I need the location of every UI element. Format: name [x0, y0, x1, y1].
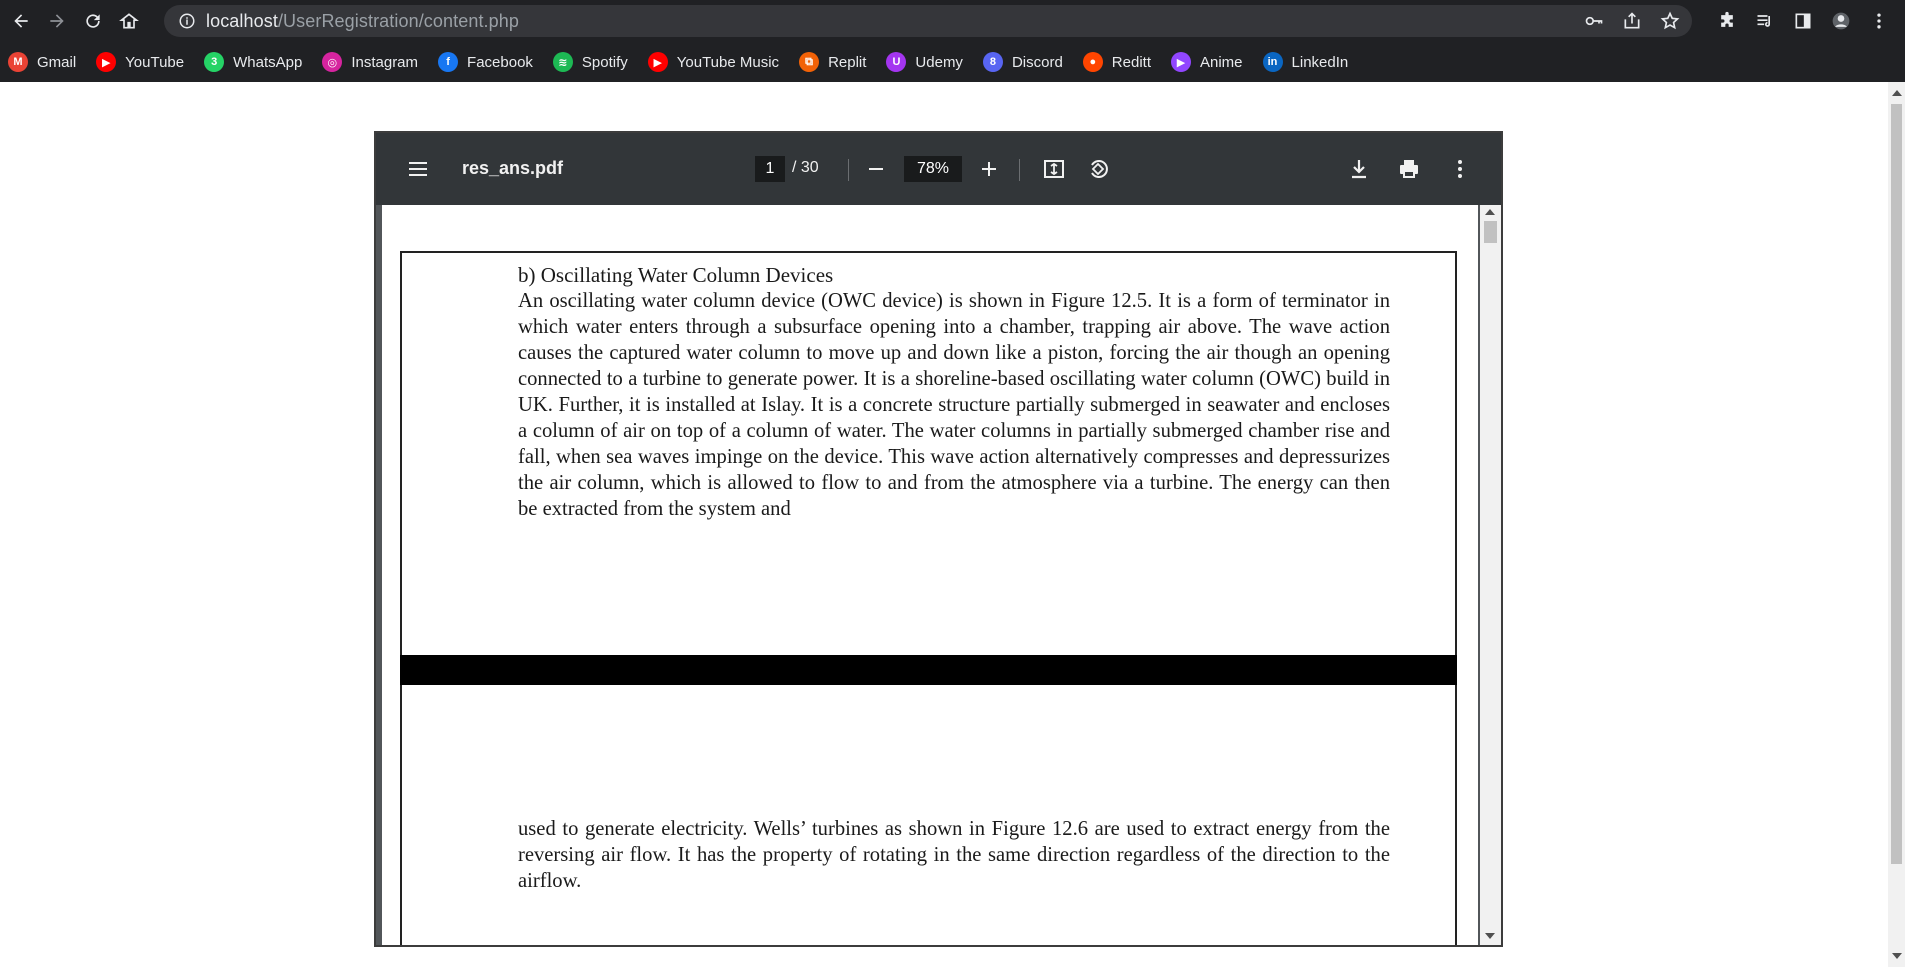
bookmarks-bar — [0, 42, 1905, 82]
reddit-icon: ● — [1083, 52, 1103, 72]
bookmark-instagram[interactable] — [322, 52, 418, 72]
bookmark-label: YouTube — [125, 53, 185, 71]
bookmark-label: Gmail — [37, 53, 77, 71]
avatar-icon — [1831, 11, 1851, 31]
page-scrollbar[interactable] — [1888, 82, 1905, 967]
bookmark-gmail[interactable] — [8, 52, 76, 72]
bookmark-linkedin[interactable] — [1263, 52, 1349, 72]
pdf-toolbar — [376, 133, 1501, 205]
browser-toolbar — [0, 0, 1905, 42]
reload-button[interactable] — [78, 6, 108, 36]
toolbar-divider — [848, 159, 849, 181]
side-panel-icon — [1793, 11, 1813, 31]
page-total: / 30 — [792, 159, 819, 176]
zoom-in-icon[interactable] — [977, 157, 1001, 181]
toolbar-divider — [1019, 159, 1020, 181]
forward-button[interactable] — [42, 6, 72, 36]
spotify-icon: ≋ — [553, 52, 573, 72]
download-icon[interactable] — [1347, 157, 1371, 181]
bookmark-discord[interactable] — [983, 52, 1063, 72]
share-icon — [1622, 11, 1642, 31]
document-text-top — [518, 262, 1390, 522]
fit-to-page-icon[interactable] — [1042, 157, 1066, 181]
back-button[interactable] — [6, 6, 36, 36]
facebook-icon: f — [438, 52, 458, 72]
page-break-bar — [400, 655, 1457, 685]
side-panel-button[interactable] — [1791, 9, 1815, 33]
bookmark-label: Spotify — [581, 53, 628, 71]
rotate-icon[interactable] — [1086, 157, 1110, 181]
scroll-up-arrow-icon[interactable] — [1892, 90, 1902, 96]
instagram-icon: ◎ — [322, 52, 342, 72]
youtube-icon: ▶ — [96, 52, 116, 72]
bookmark-label: YouTube Music — [676, 53, 780, 71]
scroll-down-arrow-icon[interactable] — [1892, 953, 1902, 959]
scroll-down-arrow-icon[interactable] — [1485, 933, 1495, 939]
bookmark-label: WhatsApp — [233, 53, 303, 71]
bookmark-whatsapp[interactable] — [204, 52, 302, 72]
reload-icon — [83, 11, 103, 31]
home-button[interactable] — [114, 6, 144, 36]
linkedin-icon: in — [1263, 52, 1283, 72]
url-host: localhost — [206, 10, 278, 31]
discord-icon: 8 — [983, 52, 1003, 72]
bookmark-reditt[interactable] — [1083, 52, 1151, 72]
bookmark-label: Facebook — [467, 53, 533, 71]
browser-menu-button[interactable] — [1867, 9, 1891, 33]
bookmark-star-button[interactable] — [1658, 9, 1682, 33]
share-button[interactable] — [1620, 9, 1644, 33]
whatsapp-icon: 3 — [204, 52, 224, 72]
home-icon — [119, 11, 139, 31]
media-control-button[interactable] — [1753, 9, 1777, 33]
replit-icon: ⧉ — [799, 52, 819, 72]
bookmark-label: LinkedIn — [1291, 53, 1349, 71]
bookmark-label: Udemy — [915, 53, 963, 71]
bookmark-spotify[interactable] — [553, 52, 628, 72]
bookmark-anime[interactable] — [1171, 52, 1243, 72]
puzzle-icon — [1717, 11, 1737, 31]
pdf-filename: res_ans.pdf — [462, 158, 564, 178]
password-key-button[interactable] — [1582, 9, 1606, 33]
bookmark-replit[interactable] — [799, 52, 866, 72]
page-number-input[interactable]: 1 — [755, 156, 785, 182]
paragraph: used to generate electricity. Wells’ turbines as shown in Figure 12.6 are used to extract energy from the reversing air flow. It has the property of rotating in the same direction regardless of the direction to the airflow. — [518, 818, 1390, 892]
url-text[interactable] — [206, 11, 519, 32]
info-icon — [178, 12, 196, 30]
bookmark-udemy[interactable] — [886, 52, 963, 72]
extensions-button[interactable] — [1715, 9, 1739, 33]
paragraph: An oscillating water column device (OWC device) is shown in Figure 12.5. It is a form of terminator in which water enters through a subsurface opening into a chamber, trapping air above. The wave action causes the captured water column to move up and down like a piston, forcing the air though an opening connected to a turbine to generate power. It is a shoreline-based oscillating water column (OWC) build in UK. Further, it is installed at Islay. It is a concrete structure partially submerged in seawater and encloses a column of air on top of a column of water. The water columns in partially submerged chamber rise and fall, when sea waves impinge on the device. This wave action alternatively compresses and depressurizes the air column, which is allowed to flow to and from the atmosphere via a turbine. The energy can then be extracted from the system and — [518, 290, 1390, 520]
key-icon — [1584, 11, 1604, 31]
profile-button[interactable] — [1829, 9, 1853, 33]
bookmark-label: Replit — [828, 53, 867, 71]
arrow-right-icon — [47, 11, 67, 31]
zoom-out-icon[interactable] — [864, 157, 888, 181]
youtube-music-icon: ▶ — [648, 52, 668, 72]
address-bar[interactable] — [164, 5, 1692, 37]
hamburger-menu-icon[interactable] — [406, 157, 430, 181]
zoom-level-input[interactable]: 78% — [904, 156, 962, 182]
kebab-menu-icon — [1869, 11, 1889, 31]
gmail-icon: M — [8, 52, 28, 72]
pdf-viewer — [374, 131, 1503, 947]
scrollbar-thumb[interactable] — [1484, 221, 1497, 243]
udemy-icon: U — [886, 52, 906, 72]
scroll-up-arrow-icon[interactable] — [1485, 209, 1495, 215]
anime-icon: ▶ — [1171, 52, 1191, 72]
print-icon[interactable] — [1397, 157, 1421, 181]
star-icon — [1660, 11, 1680, 31]
bookmark-label: Discord — [1011, 53, 1063, 71]
bookmark-youtube[interactable] — [96, 52, 184, 72]
bookmark-label: Instagram — [351, 53, 419, 71]
arrow-left-icon — [11, 11, 31, 31]
bookmark-youtube-music[interactable] — [648, 52, 779, 72]
bookmark-label: Anime — [1199, 53, 1243, 71]
section-heading: b) Oscillating Water Column Devices — [518, 263, 834, 287]
pdf-scrollbar[interactable] — [1480, 205, 1501, 945]
bookmark-facebook[interactable] — [438, 52, 533, 72]
more-options-icon[interactable] — [1448, 157, 1472, 181]
playlist-icon — [1755, 11, 1775, 31]
url-path: /UserRegistration/content.php — [277, 10, 519, 31]
pdf-document-area[interactable] — [376, 205, 1501, 945]
pdf-page — [382, 205, 1478, 945]
bookmark-label: Reditt — [1111, 53, 1151, 71]
scrollbar-thumb[interactable] — [1891, 104, 1902, 864]
